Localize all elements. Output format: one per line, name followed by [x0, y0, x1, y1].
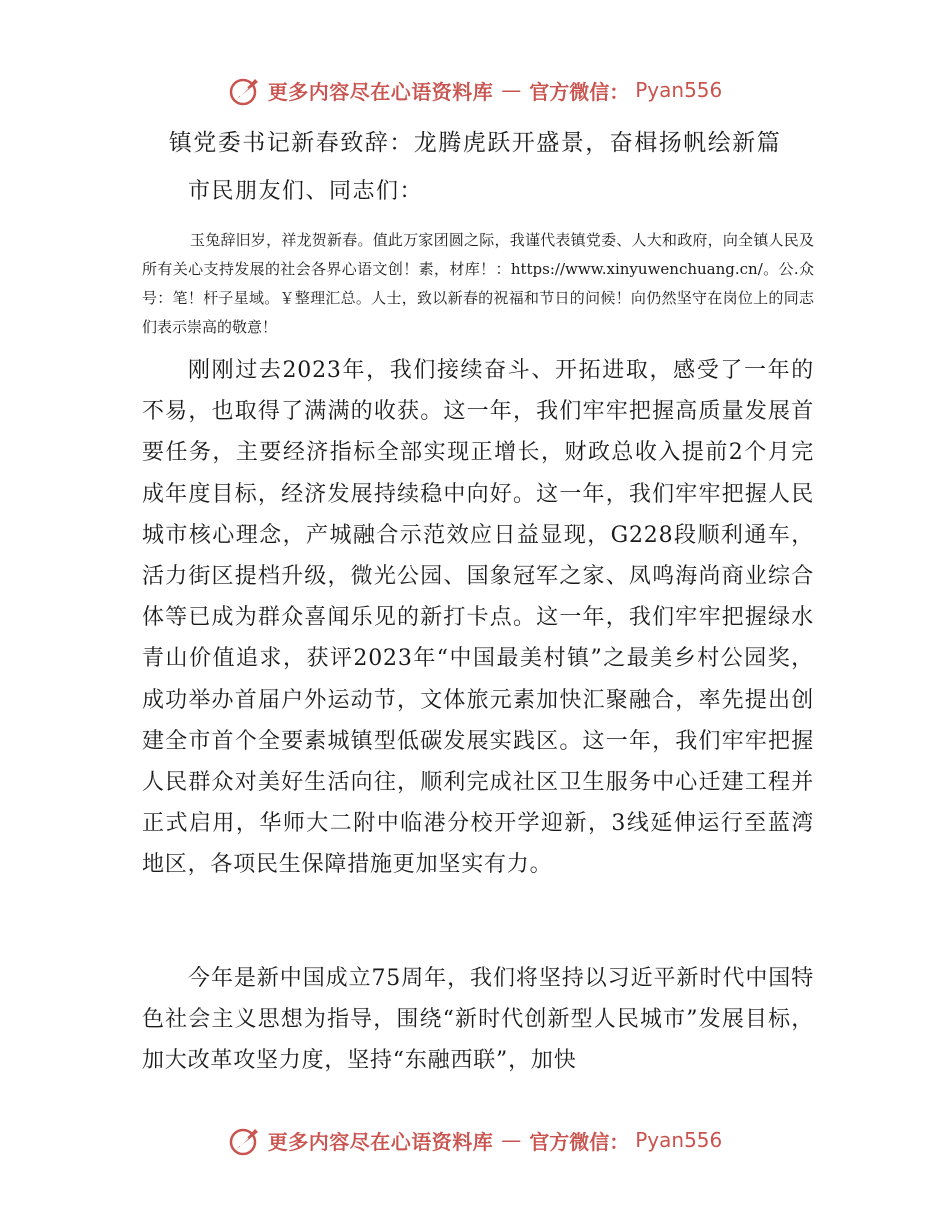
watermark-text: 更多内容尽在心语资料库: [267, 79, 494, 104]
watermark-wechat-id: Pyan556: [635, 78, 723, 102]
quill-logo-icon: [228, 73, 262, 107]
body-paragraph-2: 今年是新中国成立75周年，我们将坚持以习近平新时代中国特色社会主义思想为指导，围绕“新时代创新型人民城市”发展目标，加大改革攻坚力度，坚持“东融西联”，加快: [142, 966, 814, 1074]
body-paragraph-1: 刚刚过去2023年，我们接续奋斗、开拓进取，感受了一年的不易，也取得了满满的收获。这一年，我们牢牢把握高质量发展首要任务，主要经济指标全部实现正增长，财政总收入提前2个月完成年度目标，经济发展持续稳中向好。这一年，我们牢牢把握人民城市核心理念，产城融合示范效应日益显现，G228段顺利通车，活力街区提档升级，微光公园、国象冠军之家、凤鸣海尚商业综合体等已成为群众喜闻乐见的新打卡点。这一年，我们牢牢把握绿水青山价值追求，获评2023年“中国最美村镇”之最美乡村公园奖，成功举办首届户外运动节，文体旅元素加快汇聚融合，率先提出创建全市首个全要素城镇型低碳发展实践区。这一年，我们牢牢把握人民群众对美好生活向往，顺利完成社区卫生服务中心迁建工程并正式启用，华师大二附中临港分校开学迎新，3线延伸运行至蓝湾地区，各项民生保障措施更加坚实有力。: [142, 358, 814, 878]
watermark-separator: —: [501, 1128, 522, 1152]
footer-watermark: [0, 1120, 950, 1160]
quill-logo-icon: [228, 1123, 262, 1157]
watermark-text: 更多内容尽在心语资料库: [267, 1129, 494, 1154]
watermark-wechat-id: Pyan556: [635, 1128, 723, 1152]
intro-paragraph: 玉兔辞旧岁，祥龙贺新春。值此万家团圆之际，我谨代表镇党委、人大和政府，向全镇人民及所有关心支持发展的社会各界心语文创！素，材库！：https://www.xinyuwenchuang.cn/。公.众号：笔！杆子星域。￥整理汇总。人士，致以新春的祝福和节日的问候！向仍然坚守在岗位上的同志们表示崇高的敬意！: [142, 231, 814, 336]
watermark-separator: —: [501, 78, 522, 102]
greeting: 市民朋友们、同志们：: [188, 179, 424, 204]
header-watermark: [0, 70, 950, 110]
watermark-wechat-label: 官方微信：: [529, 1129, 630, 1154]
watermark-wechat-label: 官方微信：: [529, 79, 630, 104]
document-title: 镇党委书记新春致辞：龙腾虎跃开盛景，奋楫扬帆绘新篇: [168, 130, 782, 156]
